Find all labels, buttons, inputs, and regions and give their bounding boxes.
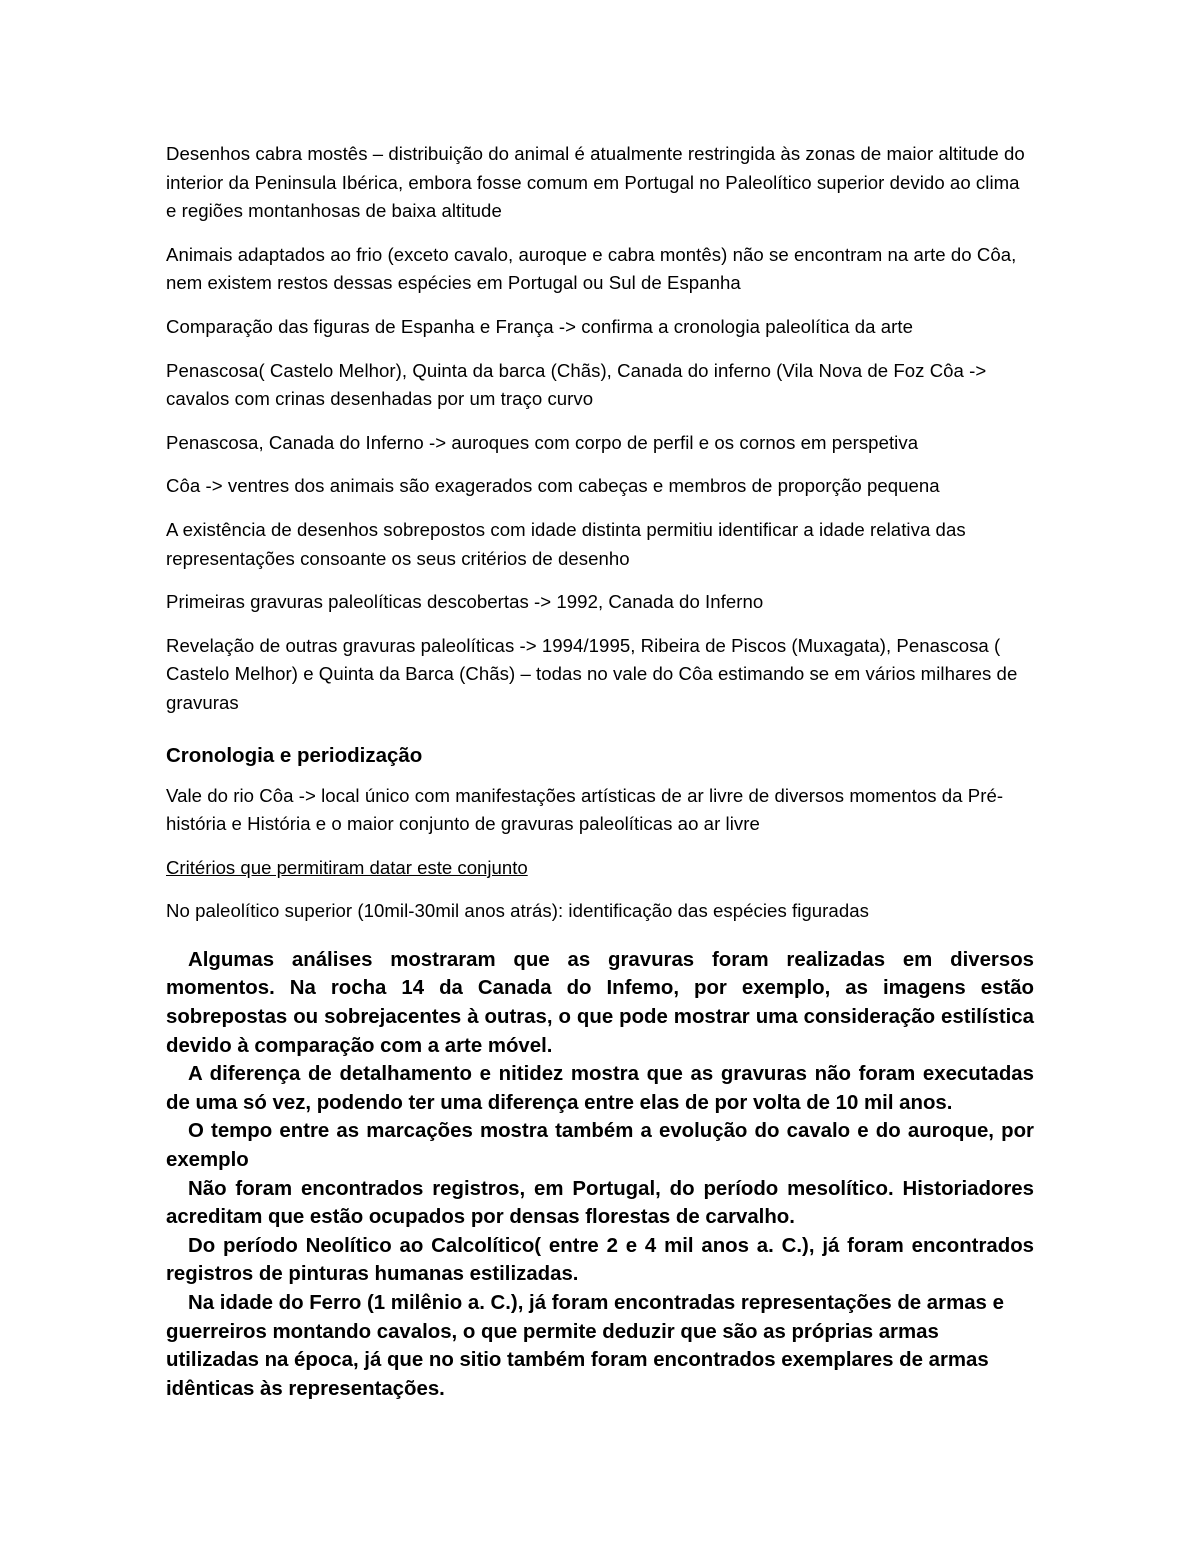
bold-paragraph-neolitico: Do período Neolítico ao Calcolítico( entre 2 e 4 mil anos a. C.), já foram encontrados registros de pinturas humanas estilizadas. [166, 1234, 1034, 1286]
paragraph-coa-ventres: Côa -> ventres dos animais são exagerados com cabeças e membros de proporção pequena [166, 475, 940, 497]
bold-text-block [166, 946, 1034, 1404]
paragraph-penascosa-auroques: Penascosa, Canada do Inferno -> auroques com corpo de perfil e os cornos em perspetiva [166, 431, 919, 453]
paragraph-penascosa-cavalos: Penascosa( Castelo Melhor), Quinta da barca (Chãs), Canada do inferno (Vila Nova de Foz Côa -> cavalos com crinas desenhadas por um traço curvo [166, 359, 987, 410]
paragraph-sobrepostos: A existência de desenhos sobrepostos com idade distinta permitiu identificar a idade relativa das representações consoante os seus critérios de desenho [166, 518, 966, 569]
paragraph-cabra-montes: Desenhos cabra mostês – distribuição do animal é atualmente restringida às zonas de maior altitude do interior da Peninsula Ibérica, embora fosse comum em Portugal no Paleolítico superior devido ao clima e regiões montanhosas de baixa altitude [166, 143, 1025, 222]
bold-paragraph-ferro: Na idade do Ferro (1 milênio a. C.), já foram encontradas representações de armas e guerreiros montando cavalos, o que permite deduzir que são as próprias armas utilizadas na época, já que no sitio também foram encontrados exemplares de armas idênticas às representações. [166, 1292, 1004, 1400]
criteria-title: Critérios que permitiram datar este conjunto [166, 856, 528, 878]
section-heading: Cronologia e periodização [166, 743, 423, 767]
paragraph-primeiras-gravuras: Primeiras gravuras paleolíticas descobertas -> 1992, Canada do Inferno [166, 591, 764, 613]
paragraph-vale-coa: Vale do rio Côa -> local único com manifestações artísticas de ar livre de diversos momentos da Pré-história e História e o maior conjunto de gravuras paleolíticas ao ar livre [166, 784, 1004, 835]
bold-paragraph-diferenca: A diferença de detalhamento e nitidez mostra que as gravuras não foram executadas de uma só vez, podendo ter uma diferença entre elas de por volta de 10 mil anos. [166, 1063, 1034, 1114]
document-body [166, 140, 1034, 1403]
paragraph-revelacao: Revelação de outras gravuras paleolíticas -> 1994/1995, Ribeira de Piscos (Muxagata), Penascosa ( Castelo Melhor) e Quinta da Barca (Chãs) – todas no vale do Côa estimando se em vários milhares de gravuras [166, 634, 1018, 713]
bold-paragraph-mesolitico: Não foram encontrados registros, em Portugal, do período mesolítico. Historiadores acreditam que estão ocupados por densas florestas de carvalho. [166, 1177, 1034, 1229]
bold-paragraph-tempo: O tempo entre as marcações mostra também a evolução do cavalo e do auroque, por exemplo [166, 1120, 1034, 1172]
paragraph-comparacao: Comparação das figuras de Espanha e França -> confirma a cronologia paleolítica da arte [166, 315, 913, 337]
paragraph-animais-frio: Animais adaptados ao frio (exceto cavalo, auroque e cabra montês) não se encontram na arte do Côa, nem existem restos dessas espécies em Portugal ou Sul de Espanha [166, 243, 1017, 294]
bold-paragraph-analises: Algumas análises mostraram que as gravuras foram realizadas em diversos momentos. Na rocha 14 da Canada do Infemo, por exemplo, as imagens estão sobrepostas ou sobrejacentes à outras, o que pode mostrar uma consideração estilística devido à comparação com a arte móvel. [166, 948, 1034, 1057]
paragraph-paleolitico-superior: No paleolítico superior (10mil-30mil anos atrás): identificação das espécies figuradas [166, 900, 869, 922]
